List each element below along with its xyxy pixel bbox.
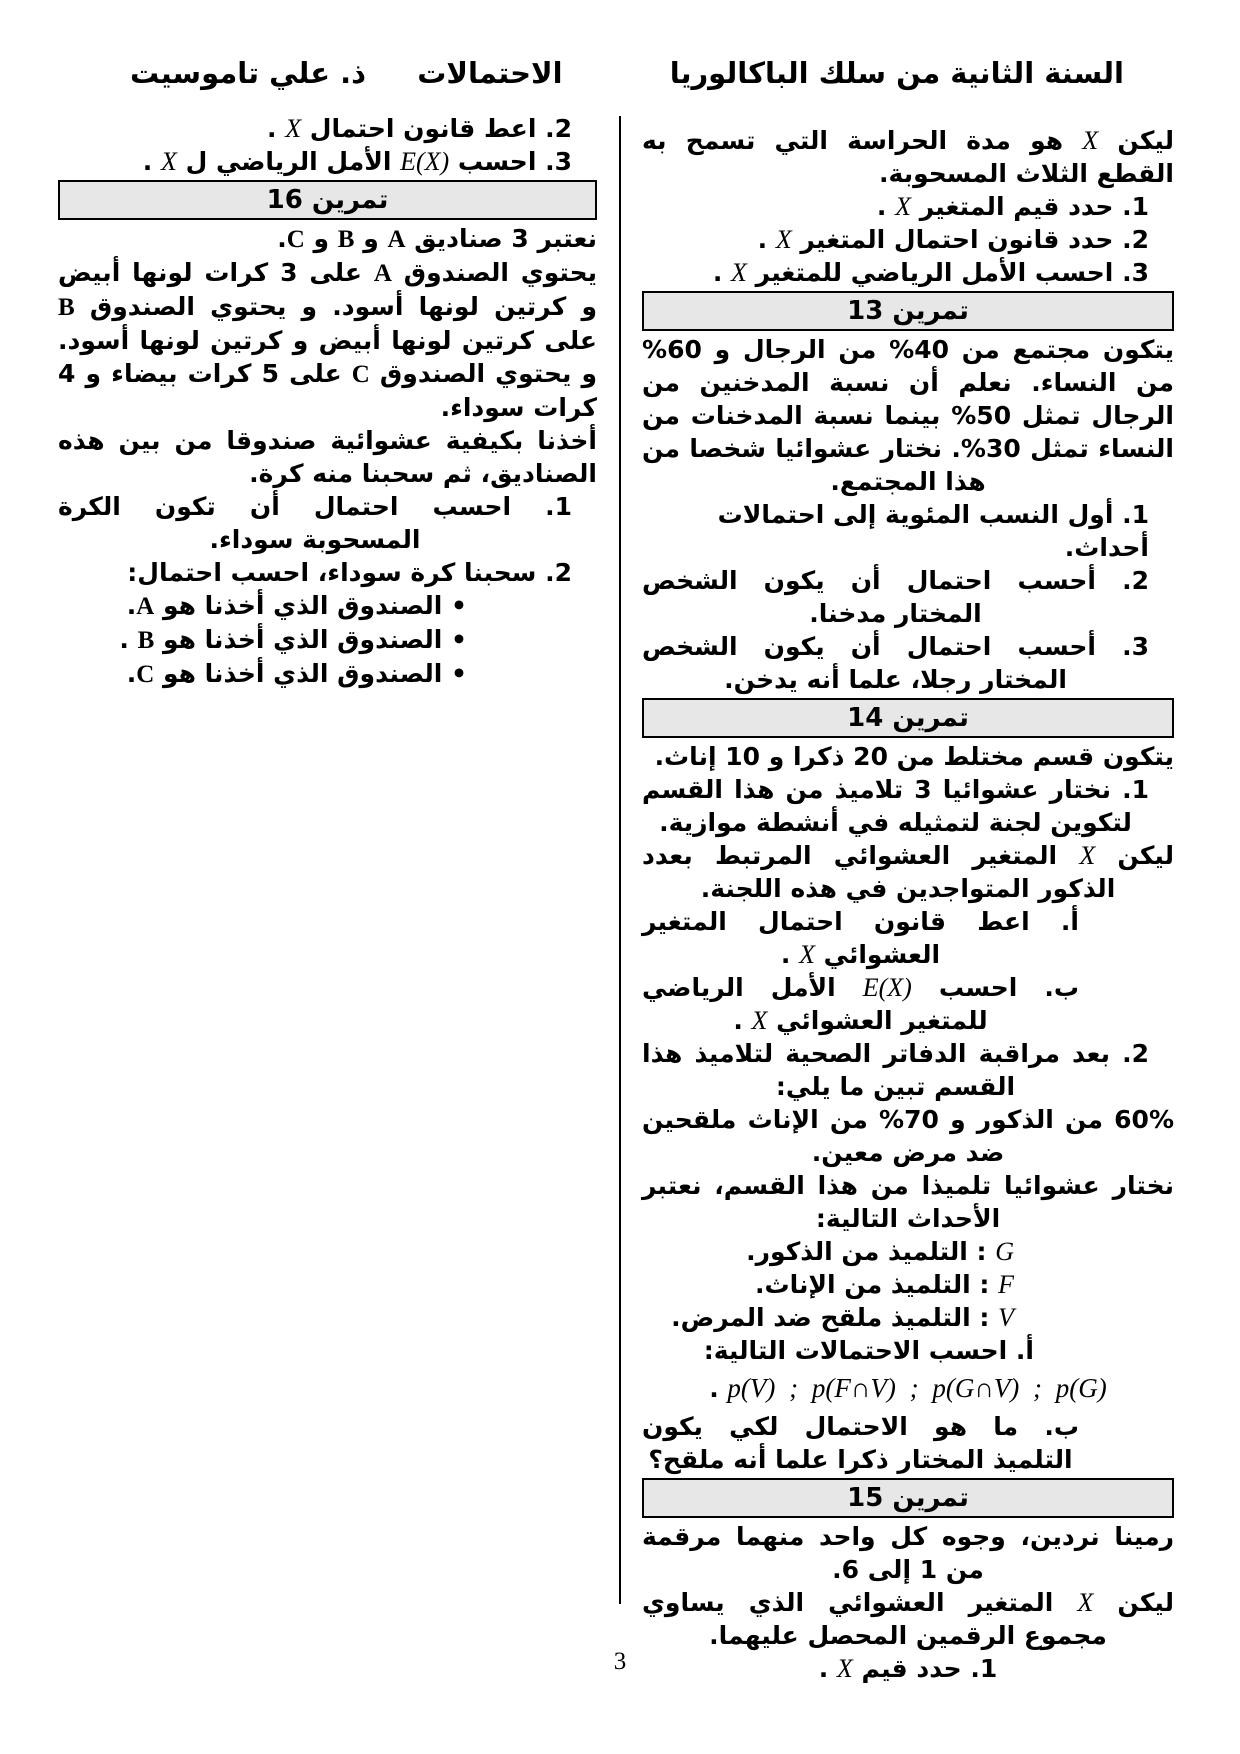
paragraph: ليكن X المتغير العشوائي الذي يساوي مجموع الرقمين المحصل عليهما.	[642, 1588, 1174, 1650]
list-item: 3. احسب الأمل الرياضي للمتغير X .	[712, 258, 1149, 287]
two-column-layout	[0, 90, 1240, 1685]
paragraph: أخذنا بكيفية عشوائية صندوقا من بين هذه الصناديق، ثم سحبنا منه كرة.	[58, 426, 597, 488]
math-formula: p(V) ; p(F∩V) ; p(G∩V) ; p(G)	[727, 1373, 1107, 1403]
left-column	[58, 112, 597, 691]
list-item: 2. سحبنا كرة سوداء، احسب احتمال:	[127, 558, 572, 587]
math-symbol: B	[58, 294, 75, 321]
probability-formula-line: p(V) ; p(F∩V) ; p(G∩V) ; p(G) .	[709, 1373, 1107, 1403]
list-item: 1. حدد قيم المتغير X .	[876, 192, 1149, 221]
math-symbol: C	[286, 226, 305, 253]
math-symbol: A	[373, 260, 392, 287]
exercise-13-title: تمرين 13	[847, 296, 969, 326]
page-number: 3	[613, 1648, 627, 1675]
math-symbol: X	[799, 940, 815, 969]
page-header	[0, 0, 1240, 90]
exercise-16-header	[58, 180, 597, 220]
math-symbol: B	[337, 226, 355, 253]
math-symbol: B	[137, 627, 155, 654]
math-symbol: X	[160, 147, 177, 176]
math-symbol: A	[136, 593, 155, 620]
math-symbol: A	[387, 226, 406, 253]
list-item: 2. حدد قانون احتمال المتغير X .	[757, 225, 1149, 254]
sub-list-item: أ. اعط قانون احتمال المتغير العشوائي X .	[642, 907, 1079, 969]
paragraph: ليكن X المتغير العشوائي المرتبط بعدد الذكور المتواجدين في هذه اللجنة.	[642, 841, 1175, 903]
math-symbol: E(X)	[862, 973, 912, 1002]
paragraph: ليكن X هو مدة الحراسة التي تسمح به القطع الثلاث المسحوبة.	[642, 126, 1174, 188]
math-symbol: G	[995, 1237, 1014, 1266]
column-divider	[619, 116, 621, 1604]
event-definition-f: F : التلميذ من الإناث.	[754, 1270, 1014, 1299]
math-symbol: F	[998, 1270, 1014, 1299]
math-symbol: X	[1077, 1588, 1094, 1617]
math-symbol: X	[836, 1654, 853, 1683]
bullet-item: • الصندوق الذي أخذنا هو C.	[126, 659, 467, 688]
exercise-14-header	[642, 698, 1174, 738]
math-symbol: X	[751, 1006, 768, 1035]
event-definition-v: V : التلميذ ملقح ضد المرض.	[671, 1303, 1014, 1332]
list-item: 3. أحسب احتمال أن يكون الشخص المختار رجلا، علما أنه يدخن.	[642, 632, 1149, 694]
paragraph: يحتوي الصندوق A على 3 كرات لونها أبيض و كرتين لونها أسود. و يحتوي الصندوق B على كرتين لونها أبيض و كرتين لونها أسود. و يحتوي الصندوق C على 5 كرات بيضاء و 4 كرات سوداء.	[58, 258, 598, 422]
list-item: 2. أحسب احتمال أن يكون الشخص المختار مدخنا.	[642, 566, 1149, 628]
math-symbol: X	[895, 192, 912, 221]
header-author: ذ. علي تاموسيت	[130, 56, 367, 90]
paragraph: رمينا نردين، وجوه كل واحد منهما مرقمة من 1 إلى 6.	[642, 1522, 1174, 1584]
bullet-item: • الصندوق الذي أخذنا هو B .	[119, 625, 467, 654]
exercise-16-title: تمرين 16	[266, 185, 389, 215]
math-symbol: C	[351, 361, 370, 388]
math-symbol: V	[998, 1303, 1014, 1332]
math-symbol: X	[731, 258, 747, 287]
bullet-item: • الصندوق الذي أخذنا هو A.	[126, 591, 467, 620]
sub-list-item: ب. احسب E(X) الأمل الرياضي للمتغير العشوائي X .	[642, 973, 1079, 1035]
math-symbol: X	[1082, 126, 1099, 155]
paragraph: نعتبر 3 صناديق A و B و C.	[277, 224, 597, 253]
right-column	[642, 112, 1174, 1685]
sub-list-item: ب. ما هو الاحتمال لكي يكون التلميذ المختار ذكرا علما أنه ملقح؟	[642, 1412, 1079, 1474]
math-symbol: X	[285, 114, 302, 143]
paragraph: يتكون مجتمع من 40% من الرجال و 60% من النساء. نعلم أن نسبة المدخنين من الرجال تمثل 50% بينما نسبة المدخنات من النساء تمثل 30%. نختار عشوائيا شخصا من هذا المجتمع.	[642, 335, 1175, 496]
exercise-15-title: تمرين 15	[847, 1483, 969, 1513]
header-subject: الاحتمالات	[417, 56, 563, 90]
math-symbol: C	[136, 661, 155, 688]
list-item: 1. أول النسب المئوية إلى احتمالات أحداث.	[717, 500, 1149, 562]
list-item: 2. بعد مراقبة الدفاتر الصحية لتلاميذ هذا القسم تبين ما يلي:	[642, 1039, 1149, 1101]
paragraph: 60% من الذكور و 70% من الإناث ملقحين ضد مرض معين.	[642, 1105, 1174, 1167]
math-symbol: X	[775, 225, 792, 254]
list-item: 2. اعط قانون احتمال X .	[266, 114, 572, 143]
exercise-14-title: تمرين 14	[847, 703, 969, 733]
paragraph: يتكون قسم مختلط من 20 ذكرا و 10 إناث.	[654, 742, 1174, 771]
sub-list-item: أ. احسب الاحتمالات التالية:	[703, 1336, 1034, 1365]
list-item: 1. نختار عشوائيا 3 تلاميذ من هذا القسم لتكوين لجنة لتمثيله في أنشطة موازية.	[642, 775, 1149, 837]
header-school-level: السنة الثانية من سلك الباكالوريا	[669, 56, 1124, 90]
list-item: 3. احسب E(X) الأمل الرياضي ل X .	[142, 147, 572, 176]
list-item: 1. حدد قيم X .	[818, 1654, 998, 1683]
paragraph: نختار عشوائيا تلميذا من هذا القسم، نعتبر الأحداث التالية:	[642, 1171, 1174, 1233]
math-symbol: E(X)	[400, 147, 450, 176]
math-symbol: X	[1079, 841, 1096, 870]
exercise-15-header	[642, 1478, 1174, 1518]
list-item: 1. احسب احتمال أن تكون الكرة المسحوبة سوداء.	[58, 492, 572, 554]
exercise-13-header	[642, 291, 1174, 331]
event-definition-g: G : التلميذ من الذكور.	[746, 1237, 1014, 1266]
